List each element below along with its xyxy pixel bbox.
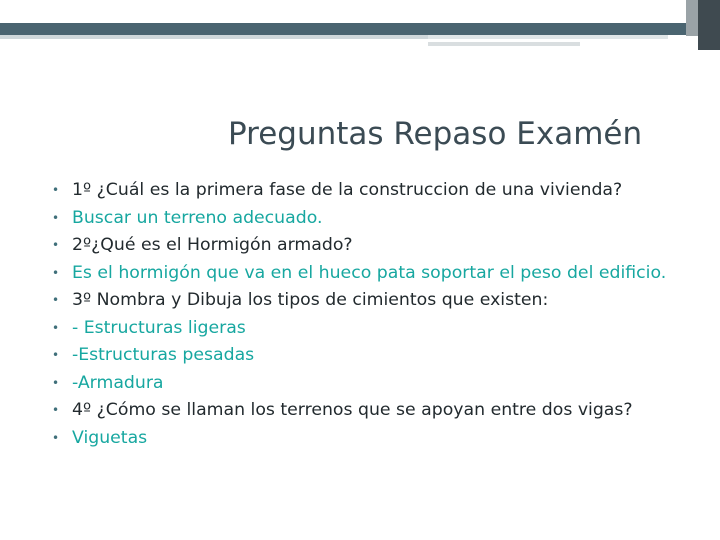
slide-title: Preguntas Repaso Examén (228, 116, 643, 152)
list-item: • 4º ¿Cómo se llaman los terrenos que se apoyan entre dos vigas? (52, 397, 672, 425)
list-item: • Es el hormigón que va en el hueco pata soportar el peso del edificio. (52, 260, 672, 288)
header-accent-right (428, 35, 668, 39)
corner-shadow (686, 0, 698, 36)
list-item: • Buscar un terreno adecuado. (52, 205, 672, 233)
list-item: • Viguetas (52, 425, 672, 453)
header-bar (0, 23, 720, 35)
corner-block (698, 0, 720, 50)
header-accent-left (0, 35, 428, 39)
list-item: • -Armadura (52, 370, 672, 398)
bullet-list (52, 177, 672, 452)
list-item: • 3º Nombra y Dibuja los tipos de cimientos que existen: (52, 287, 672, 315)
list-item: • 1º ¿Cuál es la primera fase de la construccion de una vivienda? (52, 177, 672, 205)
list-item: • 2º¿Qué es el Hormigón armado? (52, 232, 672, 260)
list-item: • - Estructuras ligeras (52, 315, 672, 343)
list-item: • -Estructuras pesadas (52, 342, 672, 370)
header-accent-small (428, 42, 580, 46)
